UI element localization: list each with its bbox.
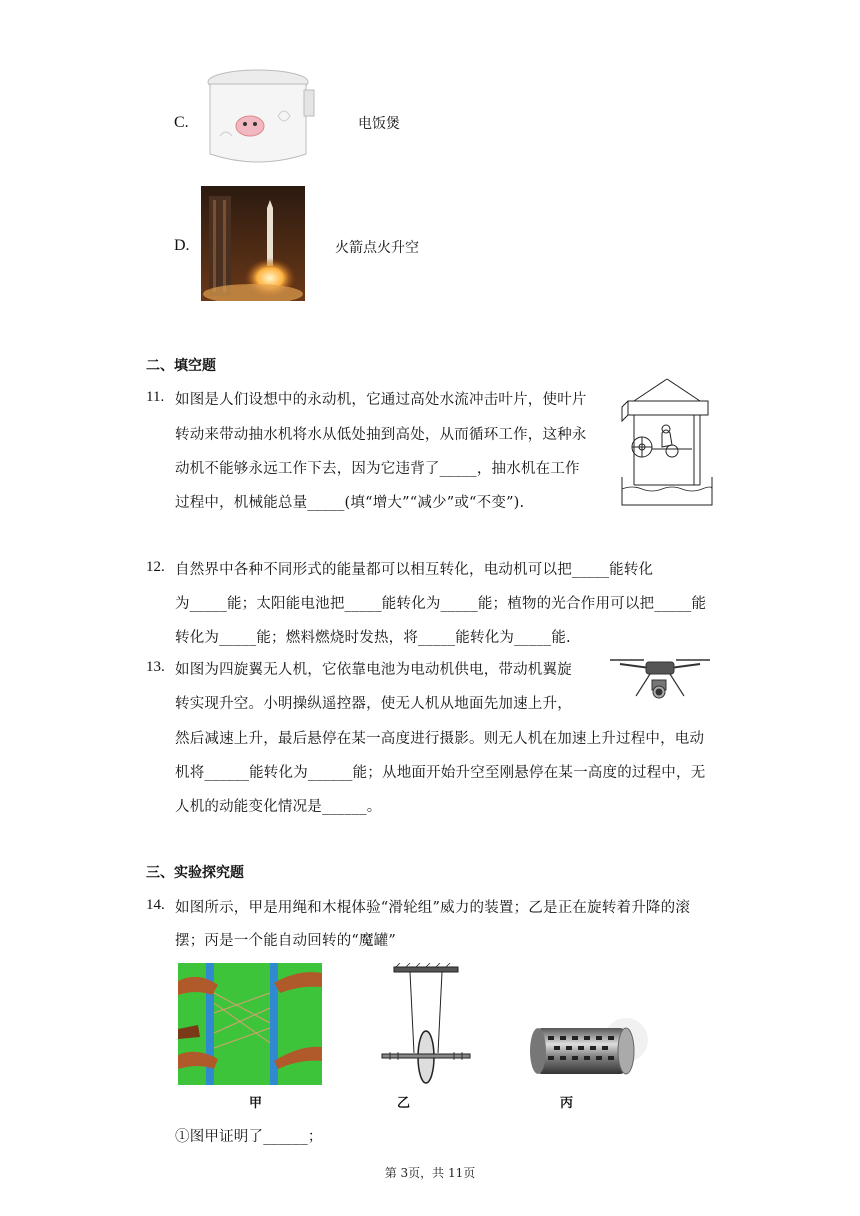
question-13-line-4: 机将______能转化为______能；从地面开始升空至刚悬停在某一高度的过程中，无 (175, 765, 706, 781)
figure-caption-bing: 丙 (560, 1096, 574, 1111)
question-13-line-2: 转实现升空。小明操纵遥控器，使无人机从地面先加速上升， (175, 696, 572, 712)
question-12-line-2: 为_____能；太阳能电池把_____能转化为_____能；植物的光合作用可以把_____能 (175, 596, 707, 612)
rope-and-sticks-figure (178, 963, 322, 1085)
question-11-line-1: 如图是人们设想中的永动机，它通过高处水流冲击叶片，使叶片 (175, 392, 587, 408)
rocket-launch-image (201, 186, 305, 301)
magic-can-figure (526, 1016, 652, 1086)
question-13-line-3: 然后减速上升，最后悬停在某一高度进行摄影。则无人机在加速上升过程中，电动 (175, 731, 705, 747)
question-11-number: 11. (146, 389, 165, 405)
question-11-line-3: 动机不能够永远工作下去，因为它违背了_____，抽水机在工作 (175, 461, 580, 477)
question-14-number: 14. (146, 897, 165, 913)
question-13-line-1: 如图为四旋翼无人机，它依靠电池为电动机供电，带动机翼旋 (175, 662, 572, 678)
section-title-fill-in: 二、填空题 (146, 358, 216, 374)
rolling-pendulum-figure (376, 963, 476, 1085)
question-14-line-2: 摆；丙是一个能自动回转的“魔罐” (175, 933, 397, 949)
rice-cooker-image (200, 66, 320, 172)
option-d-text: 火箭点火升空 (335, 240, 419, 256)
page-footer: 第 3页，共 11页 (384, 1166, 476, 1180)
question-13-line-5: 人机的动能变化情况是______。 (175, 799, 382, 815)
figure-caption-yi: 乙 (397, 1096, 411, 1111)
section-title-experiment: 三、实验探究题 (146, 865, 244, 881)
question-11-line-2: 转动来带动抽水机将水从低处抽到高处，从而循环工作，这种永 (175, 427, 587, 443)
option-d-letter: D. (174, 237, 190, 254)
perpetual-motion-machine-figure (614, 377, 720, 515)
figure-caption-jia: 甲 (249, 1096, 263, 1111)
option-c-letter: C. (174, 114, 189, 131)
question-12-line-3: 转化为_____能；燃料燃烧时发热，将_____能转化为_____能. (175, 630, 571, 646)
question-14-line-1: 如图所示，甲是用绳和木棍体验“滑轮组”威力的装置；乙是正在旋转着升降的滚 (175, 900, 691, 916)
question-11-line-4: 过程中，机械能总量_____(填“增大”“减少”或“不变”). (175, 495, 525, 511)
option-c-text: 电饭煲 (358, 116, 400, 132)
question-12-number: 12. (146, 559, 165, 575)
question-12-line-1: 自然界中各种不同形式的能量都可以相互转化，电动机可以把_____能转化 (175, 562, 654, 578)
quadcopter-drone-image (606, 650, 714, 706)
question-14-sub-1: ①图甲证明了______； (175, 1129, 323, 1145)
question-13-number: 13. (146, 659, 165, 675)
